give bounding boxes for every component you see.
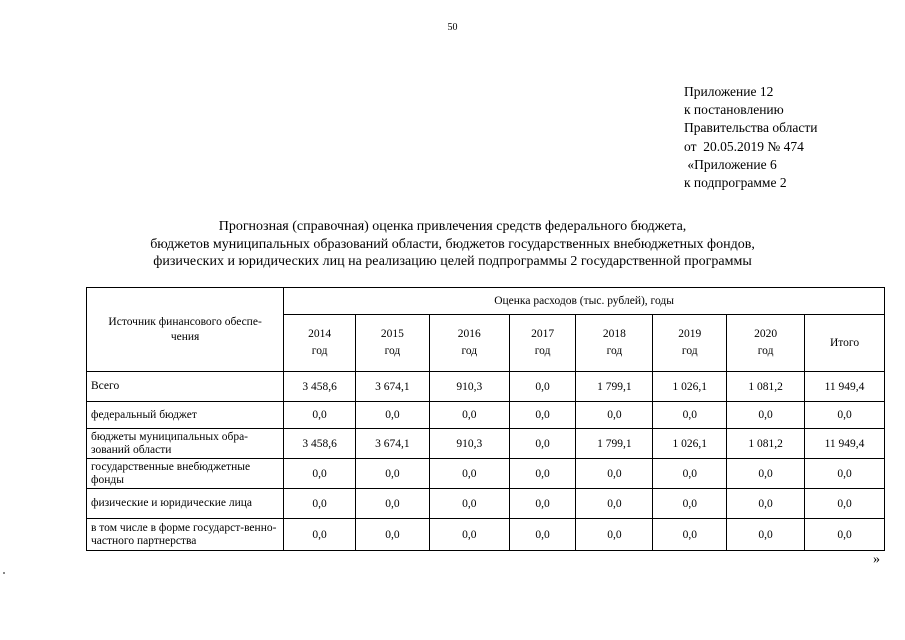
cell-value: 0,0: [284, 519, 356, 551]
cell-value: 0,0: [727, 489, 805, 519]
year-value: 2014: [308, 328, 332, 340]
year-header: [429, 315, 509, 372]
cell-value: 0,0: [727, 459, 805, 489]
year-unit: год: [606, 345, 623, 357]
cell-value: 0,0: [509, 459, 576, 489]
row-source: физические и юридические лица: [87, 489, 284, 519]
cell-value: 0,0: [805, 519, 885, 551]
appendix-line: Правительства области: [684, 120, 818, 136]
title-line: физических и юридических лиц на реализацию целей подпрограммы 2 государственной программы: [153, 254, 752, 269]
cell-value: 0,0: [805, 459, 885, 489]
row-source: государственные внебюджетные фонды: [87, 459, 284, 489]
cell-value: 3 458,6: [284, 429, 356, 459]
cell-value: 0,0: [576, 459, 653, 489]
cell-value: 3 674,1: [356, 429, 430, 459]
scan-speck: [3, 572, 5, 574]
cell-value: 0,0: [429, 519, 509, 551]
year-header: [727, 315, 805, 372]
cell-value: 0,0: [509, 429, 576, 459]
year-header: [576, 315, 653, 372]
appendix-line: «Приложение 6: [684, 156, 777, 172]
financing-table: [86, 287, 885, 551]
table-row: [87, 402, 885, 429]
cell-value: 11 949,4: [805, 429, 885, 459]
closing-quote-mark: »: [873, 552, 880, 567]
cell-value: 0,0: [653, 402, 727, 429]
year-header: [653, 315, 727, 372]
appendix-line: к подпрограмме 2: [684, 175, 787, 191]
cell-value: 3 458,6: [284, 372, 356, 402]
cell-value: 0,0: [429, 402, 509, 429]
year-unit: год: [681, 345, 698, 357]
cell-value: 1 026,1: [653, 372, 727, 402]
year-value: 2016: [457, 328, 481, 340]
cell-value: 0,0: [653, 459, 727, 489]
cell-value: 0,0: [727, 402, 805, 429]
year-value: 2015: [380, 328, 404, 340]
year-unit: год: [384, 345, 401, 357]
page-number: 50: [447, 22, 458, 33]
year-header: [284, 315, 356, 372]
year-value: 2019: [678, 328, 702, 340]
table-row: [87, 489, 885, 519]
expense-group-header: Оценка расходов (тыс. рублей), годы: [284, 288, 885, 315]
cell-value: 0,0: [805, 489, 885, 519]
year-header: [509, 315, 576, 372]
table-row: [87, 429, 885, 459]
cell-value: 0,0: [356, 519, 430, 551]
title-line: Прогнозная (справочная) оценка привлечения средств федерального бюджета,: [218, 219, 687, 234]
row-source: Всего: [87, 372, 284, 402]
table-row: [87, 459, 885, 489]
cell-value: 3 674,1: [356, 372, 430, 402]
cell-value: 0,0: [576, 519, 653, 551]
table-row: [87, 372, 885, 402]
cell-value: 0,0: [509, 519, 576, 551]
cell-value: 0,0: [653, 519, 727, 551]
cell-value: 0,0: [356, 459, 430, 489]
cell-value: 1 799,1: [576, 372, 653, 402]
document-title: [0, 218, 905, 271]
year-value: 2018: [602, 328, 626, 340]
cell-value: 0,0: [653, 489, 727, 519]
table-row: [87, 519, 885, 551]
appendix-line: Приложение 12: [684, 84, 774, 99]
cell-value: 910,3: [429, 429, 509, 459]
year-unit: год: [534, 345, 551, 357]
cell-value: 0,0: [805, 402, 885, 429]
row-source: бюджеты муниципальных обра-зований области: [87, 429, 284, 459]
cell-value: 0,0: [284, 459, 356, 489]
total-column-header: Итого: [805, 315, 885, 372]
year-unit: год: [311, 345, 328, 357]
year-unit: год: [461, 345, 478, 357]
cell-value: 1 081,2: [727, 429, 805, 459]
year-unit: год: [757, 345, 774, 357]
cell-value: 0,0: [576, 402, 653, 429]
appendix-line: от 20.05.2019 № 474: [684, 138, 804, 154]
cell-value: 0,0: [429, 489, 509, 519]
row-source: федеральный бюджет: [87, 402, 284, 429]
row-source: в том числе в форме государст-венно-частного партнерства: [87, 519, 284, 551]
cell-value: 11 949,4: [805, 372, 885, 402]
title-line: бюджетов муниципальных образований области, бюджетов государственных внебюджетных фондов,: [150, 236, 755, 252]
year-value: 2020: [754, 328, 778, 340]
cell-value: 0,0: [509, 372, 576, 402]
cell-value: 0,0: [356, 489, 430, 519]
cell-value: 0,0: [727, 519, 805, 551]
cell-value: 0,0: [356, 402, 430, 429]
cell-value: 1 081,2: [727, 372, 805, 402]
cell-value: 1 026,1: [653, 429, 727, 459]
cell-value: 0,0: [284, 402, 356, 429]
appendix-reference: [684, 83, 817, 192]
source-column-header: Источник финансового обеспе-чения: [87, 288, 284, 372]
cell-value: 0,0: [509, 402, 576, 429]
appendix-line: к постановлению: [684, 102, 784, 118]
cell-value: 0,0: [509, 489, 576, 519]
cell-value: 0,0: [576, 489, 653, 519]
cell-value: 0,0: [284, 489, 356, 519]
year-header: [356, 315, 430, 372]
year-value: 2017: [531, 328, 555, 340]
cell-value: 1 799,1: [576, 429, 653, 459]
cell-value: 0,0: [429, 459, 509, 489]
cell-value: 910,3: [429, 372, 509, 402]
